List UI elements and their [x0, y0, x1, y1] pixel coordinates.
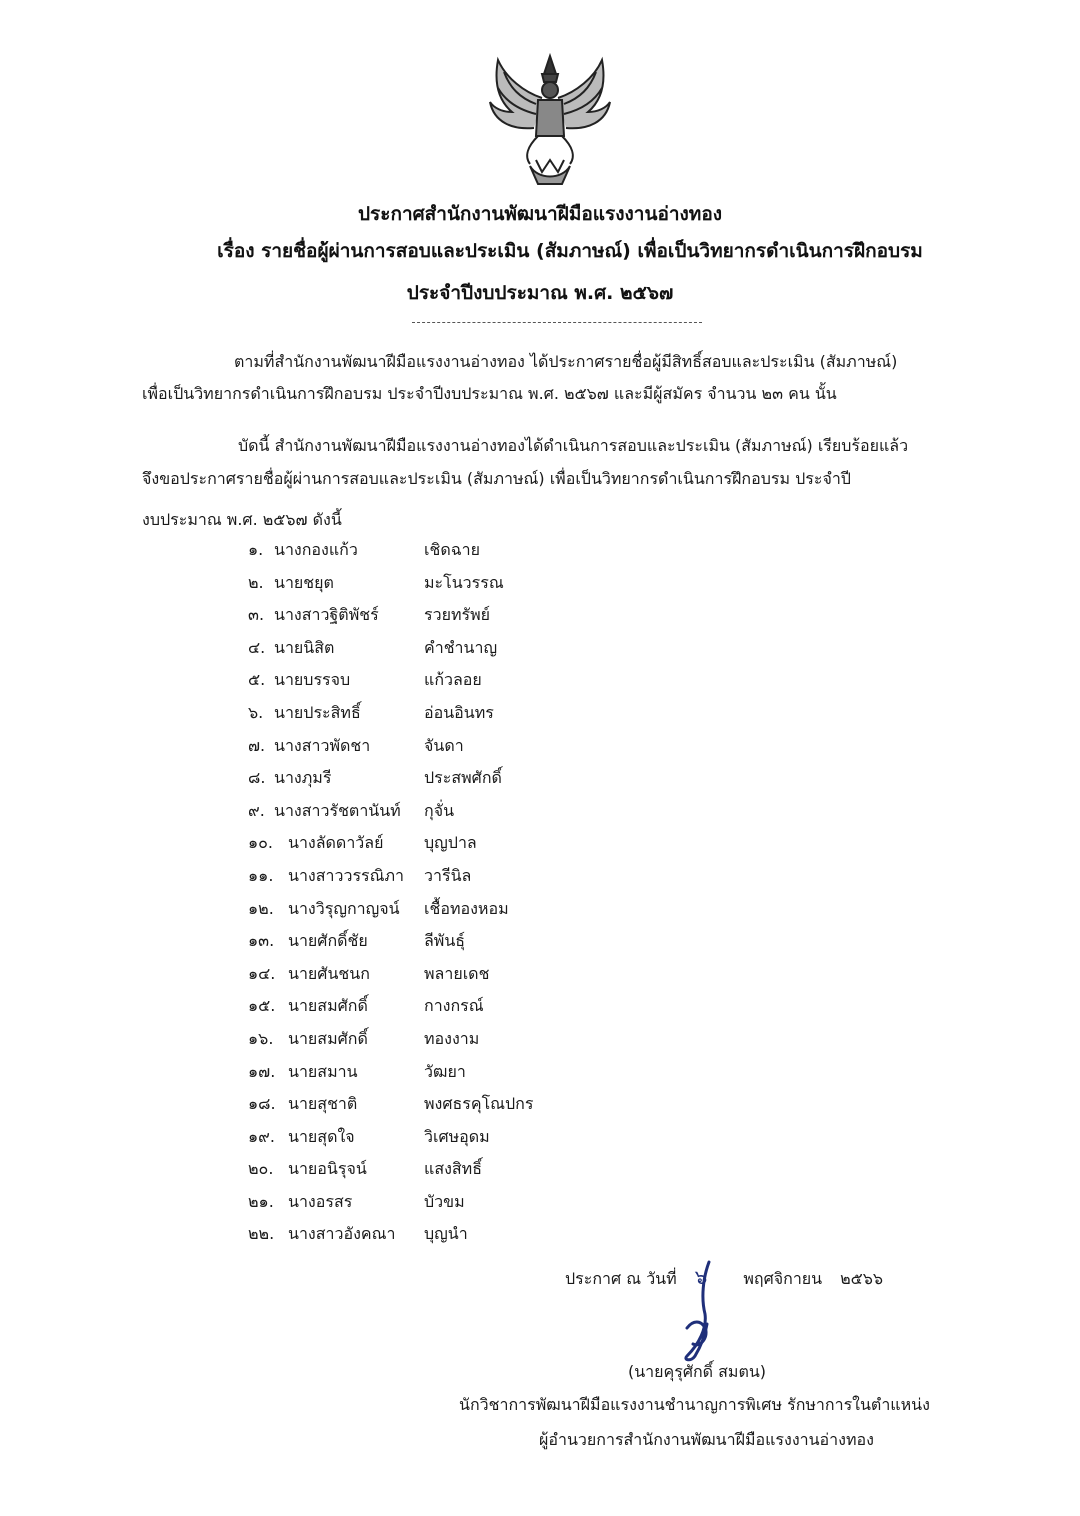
- list-item: [248, 632, 668, 665]
- item-number: ๘.: [248, 768, 266, 788]
- item-last-name: รวยทรัพย์: [424, 605, 491, 625]
- paragraph-1-line-1: ตามที่สำนักงานพัฒนาฝีมือแรงงานอ่างทอง ได้ประกาศรายชื่อผู้มีสิทธิ์สอบและประเมิน (สัมภาษณ์): [234, 352, 898, 371]
- announce-day: ๖: [694, 1265, 708, 1289]
- signer-position-line-1: นักวิชาการพัฒนาฝีมือแรงงานชำนาญการพิเศษ รักษาการในตำแหน่ง: [459, 1395, 930, 1414]
- item-first-name: นายสมศักดิ์: [288, 1028, 368, 1048]
- title-divider: [412, 322, 702, 323]
- item-last-name: พงศธรคุโณปกร: [424, 1094, 534, 1114]
- list-item: [248, 762, 668, 795]
- item-number: ๕.: [248, 670, 266, 690]
- item-last-name: บัวขม: [424, 1191, 465, 1211]
- signer-name: (นายคุรุศักดิ์ สมตน): [628, 1362, 767, 1381]
- item-last-name: กุจั่น: [424, 800, 454, 820]
- item-first-name: นายสมศักดิ์: [288, 996, 368, 1016]
- item-last-name: คำชำนาญ: [424, 637, 498, 657]
- announcement-subject: เรื่อง รายชื่อผู้ผ่านการสอบและประเมิน (สัมภาษณ์) เพื่อเป็นวิทยากรดำเนินการฝึกอบรม: [217, 240, 923, 262]
- item-first-name: นางอรสร: [288, 1191, 353, 1211]
- item-number: ๙.: [248, 800, 265, 820]
- item-first-name: นางสาวฐิติพัชร์: [274, 605, 379, 625]
- item-number: ๑๕.: [248, 996, 276, 1016]
- item-last-name: มะโนวรรณ: [424, 572, 504, 592]
- list-item: [248, 1218, 668, 1251]
- item-first-name: นางวิรุญกาญจน์: [288, 898, 400, 918]
- list-item: [248, 860, 668, 893]
- list-item: [248, 1023, 668, 1056]
- list-item: [248, 534, 668, 567]
- item-number: ๗.: [248, 735, 266, 755]
- item-last-name: วารีนิล: [424, 865, 472, 885]
- list-item: [248, 599, 668, 632]
- item-number: ๒๑.: [248, 1191, 274, 1211]
- garuda-emblem-icon: [484, 48, 616, 188]
- paragraph-1-line-2: เพื่อเป็นวิทยากรดำเนินการฝึกอบรม ประจำปีงบประมาณ พ.ศ. ๒๕๖๗ และมีผู้สมัคร จำนวน ๒๓ คน นั้น: [142, 384, 837, 403]
- item-number: ๓.: [248, 605, 265, 625]
- item-number: ๑๗.: [248, 1061, 276, 1081]
- item-number: ๑๒.: [248, 898, 274, 918]
- item-last-name: บุญปาล: [424, 833, 477, 853]
- item-first-name: นางภุมรี: [274, 768, 332, 788]
- item-number: ๑๓.: [248, 931, 275, 951]
- item-first-name: นายศักดิ์ชัย: [288, 931, 368, 951]
- item-last-name: ประสพศักดิ์: [424, 768, 502, 788]
- list-item: [248, 1186, 668, 1219]
- item-first-name: นายสุชาติ: [288, 1094, 358, 1114]
- item-last-name: วัฒยา: [424, 1061, 466, 1081]
- list-item: [248, 664, 668, 697]
- list-item: [248, 958, 668, 991]
- announcement-fiscal-year: ประจำปีงบประมาณ พ.ศ. ๒๕๖๗: [406, 282, 674, 304]
- item-first-name: นางสาวรัชตานันท์: [274, 800, 401, 820]
- item-last-name: ทองงาม: [424, 1028, 480, 1048]
- item-number: ๑.: [248, 540, 264, 559]
- paragraph-2-line-2: จึงขอประกาศรายชื่อผู้ผ่านการสอบและประเมิน (สัมภาษณ์) เพื่อเป็นวิทยากรดำเนินการฝึกอบรม ประจำปี: [142, 469, 851, 488]
- announce-month: พฤศจิกายน: [743, 1269, 823, 1288]
- item-first-name: นางสาววรรณิภา: [288, 865, 405, 885]
- item-first-name: นายสมาน: [288, 1061, 358, 1081]
- item-last-name: เชิดฉาย: [424, 540, 480, 559]
- list-item: [248, 827, 668, 860]
- item-number: ๖.: [248, 702, 264, 722]
- item-number: ๑๐.: [248, 833, 274, 853]
- list-item: [248, 925, 668, 958]
- item-number: ๑๔.: [248, 963, 276, 983]
- list-item: [248, 990, 668, 1023]
- item-number: ๒๒.: [248, 1224, 275, 1244]
- announcement-title: ประกาศสำนักงานพัฒนาฝีมือแรงงานอ่างทอง: [357, 203, 723, 225]
- item-first-name: นายศันชนก: [288, 963, 370, 983]
- item-first-name: นางกองแก้ว: [274, 540, 358, 559]
- item-last-name: บุญนำ: [424, 1224, 468, 1244]
- item-first-name: นายชยุต: [274, 572, 334, 592]
- item-first-name: นายบรรจบ: [274, 670, 351, 690]
- list-item: [248, 1121, 668, 1154]
- item-last-name: พลายเดช: [424, 963, 490, 983]
- item-first-name: นายสุดใจ: [288, 1126, 355, 1146]
- list-item: [248, 795, 668, 828]
- passed-candidates-list: [248, 534, 668, 1251]
- list-item: [248, 1088, 668, 1121]
- item-last-name: อ่อนอินทร: [424, 702, 494, 722]
- item-first-name: นายอนิรุจน์: [288, 1159, 367, 1179]
- signer-position-line-2: ผู้อำนวยการสำนักงานพัฒนาฝีมือแรงงานอ่างทอง: [539, 1430, 874, 1449]
- item-number: ๔.: [248, 637, 266, 657]
- item-first-name: นางสาวพัดชา: [274, 735, 371, 755]
- signature-icon: [665, 1258, 745, 1368]
- item-number: ๑๑.: [248, 865, 274, 885]
- item-last-name: เชื้อทองหอม: [424, 898, 509, 918]
- item-last-name: กางกรณ์: [424, 996, 484, 1016]
- item-last-name: จันดา: [424, 735, 464, 755]
- item-first-name: นายนิสิต: [274, 637, 335, 657]
- item-number: ๑๙.: [248, 1126, 275, 1146]
- list-item: [248, 567, 668, 600]
- announce-label: ประกาศ ณ วันที่: [565, 1269, 677, 1288]
- item-last-name: วิเศษอุดม: [424, 1126, 490, 1146]
- paragraph-2-line-3: งบประมาณ พ.ศ. ๒๕๖๗ ดังนี้: [142, 510, 342, 529]
- announce-year: ๒๕๖๖: [840, 1269, 884, 1288]
- item-last-name: แก้วลอย: [424, 670, 482, 690]
- list-item: [248, 697, 668, 730]
- item-last-name: ลีพันธุ์: [424, 931, 466, 951]
- item-number: ๒๐.: [248, 1159, 274, 1179]
- item-last-name: แสงสิทธิ์: [424, 1159, 482, 1179]
- item-first-name: นายประสิทธิ์: [274, 702, 361, 722]
- item-first-name: นางสาวอังคณา: [288, 1224, 396, 1244]
- list-item: [248, 1056, 668, 1089]
- paragraph-2-line-1: บัดนี้ สำนักงานพัฒนาฝีมือแรงงานอ่างทองได้ดำเนินการสอบและประเมิน (สัมภาษณ์) เรียบร้อยแล้ว: [238, 436, 909, 455]
- list-item: [248, 893, 668, 926]
- item-first-name: นางลัดดาวัลย์: [288, 833, 384, 853]
- list-item: [248, 1153, 668, 1186]
- item-number: ๒.: [248, 572, 264, 592]
- item-number: ๑๖.: [248, 1028, 274, 1048]
- item-number: ๑๘.: [248, 1094, 276, 1114]
- list-item: [248, 730, 668, 763]
